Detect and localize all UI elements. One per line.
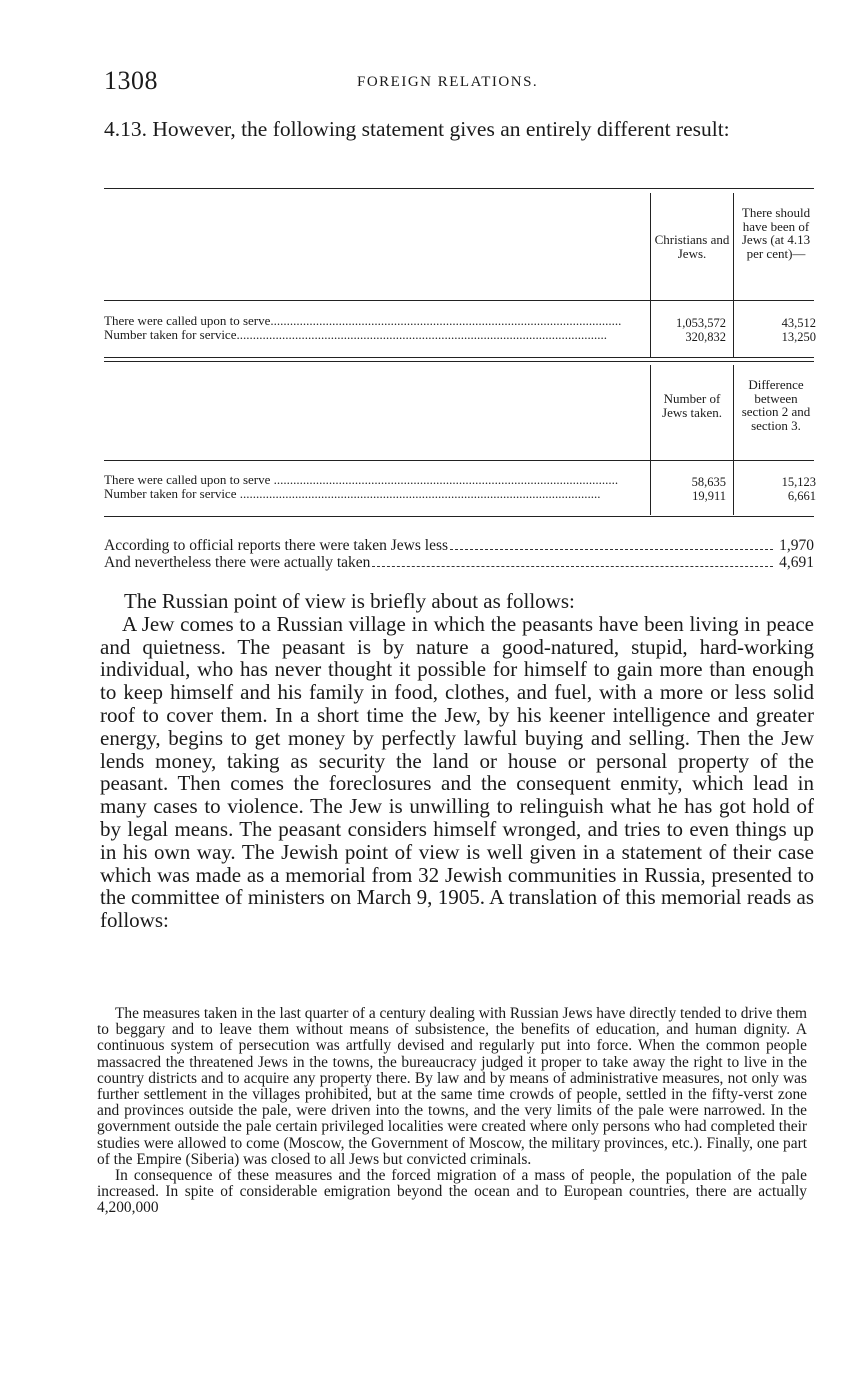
table-cell: 19,911	[692, 489, 726, 503]
table-row-label: Number taken for service ...............................................................................................................	[104, 487, 601, 501]
summary-value: 1,970	[779, 537, 814, 554]
table-rule	[104, 516, 814, 517]
leader-line	[450, 538, 773, 550]
table-cell: 320,832	[685, 330, 726, 344]
table-cell: 1,053,572	[676, 316, 726, 330]
table-cell: 13,250	[781, 330, 816, 344]
summary-value: 4,691	[779, 554, 814, 571]
table-rule	[104, 357, 814, 358]
page-number: 1308	[104, 66, 158, 95]
table-cell: 15,123	[781, 475, 816, 489]
quote-paragraph: The measures taken in the last quarter of a century dealing with Russian Jews have directly tended to drive them to beggary and to leave them without means of subsistence, the benefits of education, and human dignity. A continuous system of persecution was artfully devised and regularly put into force. When the common people massacred the threatened Jews in the towns, the bureaucracy judged it proper to take away the right to live in the country districts and to acquire any property there. By law and by means of administrative measures, not only was further settlement in the villages prohibited, but at the same time crowds of people, settled in the fifty-verst zone and provinces outside the pale, were driven into the towns, and the very limits of the pale were narrowed. In the government outside the pale certain privileged localities were created where only persons who had completed their studies were allowed to come (Moscow, the Government of Moscow, the military provinces, etc.). Finally, one part of the Empire (Siberia) was closed to all Jews but convicted criminals.	[97, 1005, 807, 1168]
table-row-label: There were called upon to serve............................................................................................................	[104, 314, 622, 328]
column-header: There should have been of Jews (at 4.13 per cent)—	[741, 205, 811, 261]
table-row-label: There were called upon to serve ..........................................................................................................	[104, 473, 619, 487]
table-column-divider	[650, 365, 651, 515]
running-title: FOREIGN RELATIONS.	[357, 74, 539, 90]
table-cell: 6,661	[787, 489, 816, 503]
table-column-divider	[733, 193, 734, 357]
summary-label: And nevertheless there were actually taken	[104, 554, 371, 571]
body-paragraph: The Russian point of view is briefly about as follows:	[124, 589, 575, 613]
column-header: Number of Jews taken.	[662, 391, 722, 420]
table-column-divider	[733, 365, 734, 515]
memorial-quotation	[97, 1006, 807, 1217]
body-text	[100, 590, 814, 932]
column-header: Difference between section 2 and section 3.	[741, 377, 811, 433]
table-rule	[104, 188, 814, 189]
summary-row	[104, 538, 814, 554]
table-cell: 43,512	[781, 316, 816, 330]
table-rule	[104, 300, 814, 301]
table-rule	[104, 460, 814, 461]
summary-label: According to official reports there were taken Jews less	[104, 537, 449, 554]
quote-paragraph: In consequence of these measures and the forced migration of a mass of people, the population of the pale increased. In spite of considerable emigration beyond the ocean and to European countries, there are actually 4,200,000	[97, 1167, 807, 1217]
leader-line	[372, 555, 773, 567]
table-cell: 58,635	[691, 475, 726, 489]
intro-sentence: 4.13. However, the following statement gives an entirely different result:	[104, 117, 730, 141]
table-rule	[104, 361, 814, 362]
table-column-divider	[650, 193, 651, 357]
column-header: Christians and Jews.	[654, 232, 730, 261]
body-paragraph: A Jew comes to a Russian village in which the peasants have been living in peace and quietness. The peasant is by nature a good-natured, stupid, hard-working individual, who has never thought it possible for himself to gain more than enough to keep himself and his family in food, clothes, and fuel, with a more or less solid roof to cover them. In a short time the Jew, by his keener intelligence and greater energy, begins to get money by perfectly lawful buying and selling. Then the Jew lends money, taking as security the land or house or personal property of the peasant. Then comes the foreclosures and the consequent enmity, which lead in many cases to violence. The Jew is unwilling to relinguish what he has got hold of by legal means. The peasant considers himself wronged, and tries to even things up in his own way. The Jewish point of view is well given in a statement of their case which was made as a memorial from 32 Jewish communities in Russia, presented to the committee of ministers on March 9, 1905. A translation of this memorial reads as follows:	[100, 611, 814, 933]
table-row-label: Number taken for service..................................................................................................................	[104, 328, 607, 342]
summary-row	[104, 555, 814, 571]
